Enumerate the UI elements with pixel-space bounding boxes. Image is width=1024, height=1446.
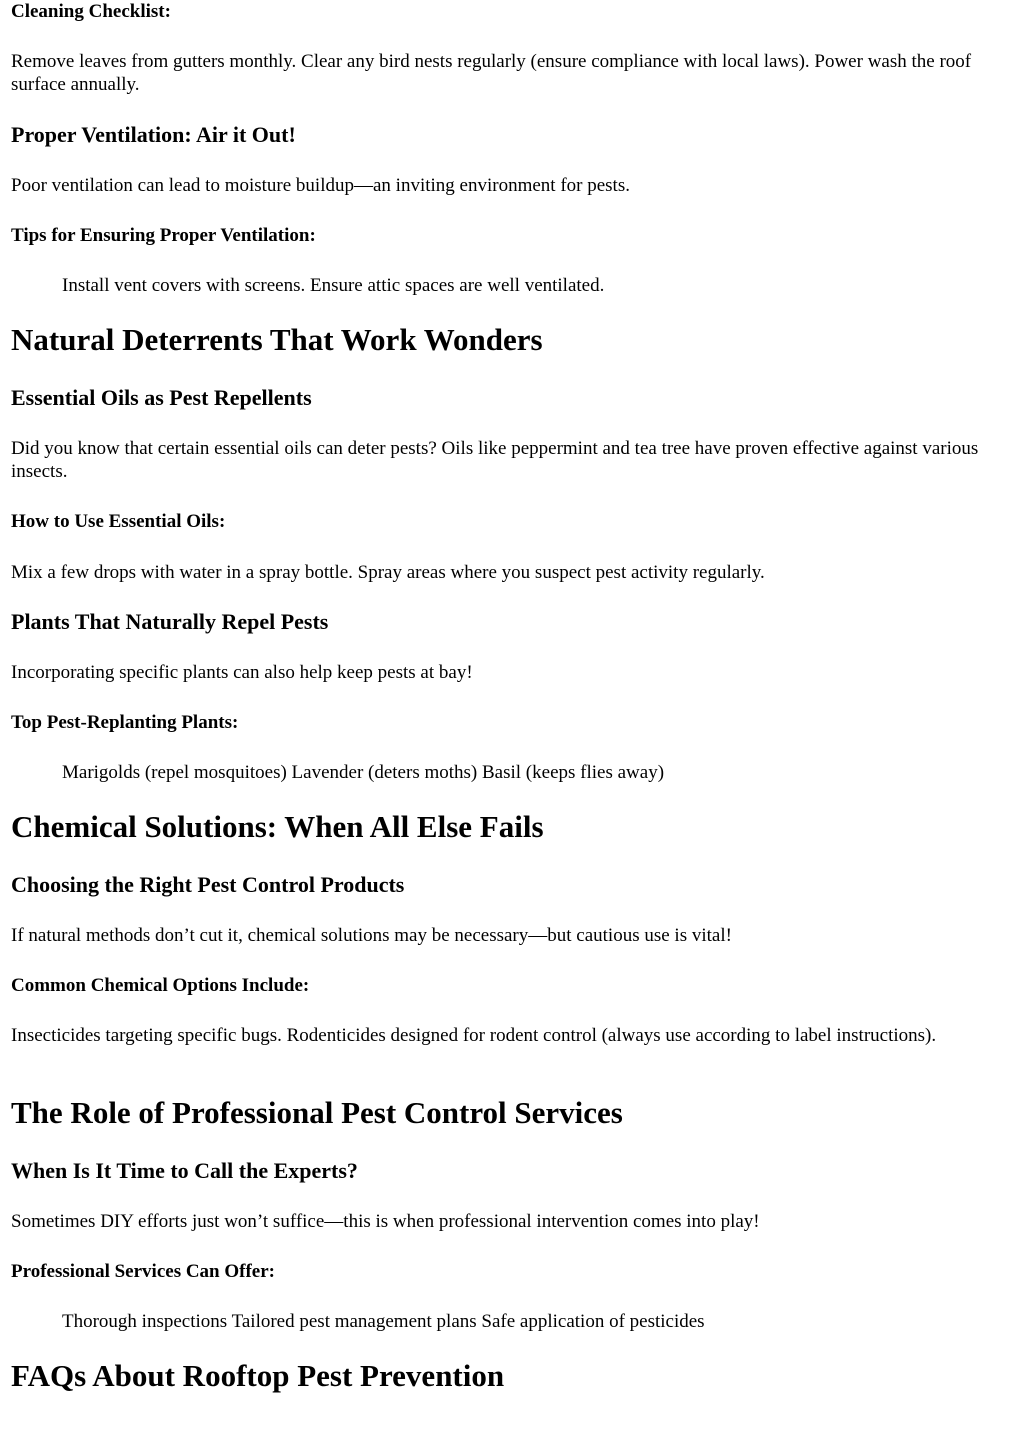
plants-heading: Plants That Naturally Repel Pests xyxy=(11,609,329,634)
essential-oils-use-heading: How to Use Essential Oils: xyxy=(11,511,226,532)
cleaning-checklist-heading: Cleaning Checklist: xyxy=(11,1,171,22)
plants-top-text: Marigolds (repel mosquitoes) Lavender (deters moths) Basil (keeps flies away) xyxy=(62,762,665,783)
faqs-heading: FAQs About Rooftop Pest Prevention xyxy=(11,1358,505,1393)
ventilation-tips-text: Install vent covers with screens. Ensure attic spaces are well ventilated. xyxy=(62,275,605,296)
pest-control-products-text: If natural methods don’t cut it, chemical solutions may be necessary—but cautious use is vital! xyxy=(11,925,732,946)
chemical-options-text: Insecticides targeting specific bugs. Rodenticides designed for rodent control (always use according to label instructions). xyxy=(11,1025,937,1046)
essential-oils-heading: Essential Oils as Pest Repellents xyxy=(11,385,312,410)
natural-deterrents-heading: Natural Deterrents That Work Wonders xyxy=(11,322,543,357)
professional-services-heading: The Role of Professional Pest Control Services xyxy=(11,1095,623,1130)
ventilation-heading: Proper Ventilation: Air it Out! xyxy=(11,122,296,147)
pest-control-products-heading: Choosing the Right Pest Control Products xyxy=(11,872,405,897)
call-experts-text: Sometimes DIY efforts just won’t suffice—this is when professional intervention comes into play! xyxy=(11,1211,760,1232)
chemical-options-heading: Common Chemical Options Include: xyxy=(11,975,310,996)
essential-oils-text: Did you know that certain essential oils can deter pests? Oils like peppermint and tea tree have proven effective against various insects. xyxy=(11,438,979,482)
ventilation-tips-heading: Tips for Ensuring Proper Ventilation: xyxy=(11,225,316,246)
cleaning-checklist-text: Remove leaves from gutters monthly. Clear any bird nests regularly (ensure compliance with local laws). Power wash the roof surface annually. xyxy=(11,51,972,95)
essential-oils-use-text: Mix a few drops with water in a spray bottle. Spray areas where you suspect pest activity regularly. xyxy=(11,562,765,583)
call-experts-heading: When Is It Time to Call the Experts? xyxy=(11,1158,358,1183)
services-offer-heading: Professional Services Can Offer: xyxy=(11,1261,276,1282)
plants-top-heading: Top Pest-Replanting Plants: xyxy=(11,712,239,733)
services-offer-text: Thorough inspections Tailored pest management plans Safe application of pesticides xyxy=(62,1311,705,1332)
chemical-solutions-heading: Chemical Solutions: When All Else Fails xyxy=(11,809,544,844)
plants-text: Incorporating specific plants can also help keep pests at bay! xyxy=(11,662,473,683)
ventilation-text: Poor ventilation can lead to moisture buildup—an inviting environment for pests. xyxy=(11,175,630,196)
